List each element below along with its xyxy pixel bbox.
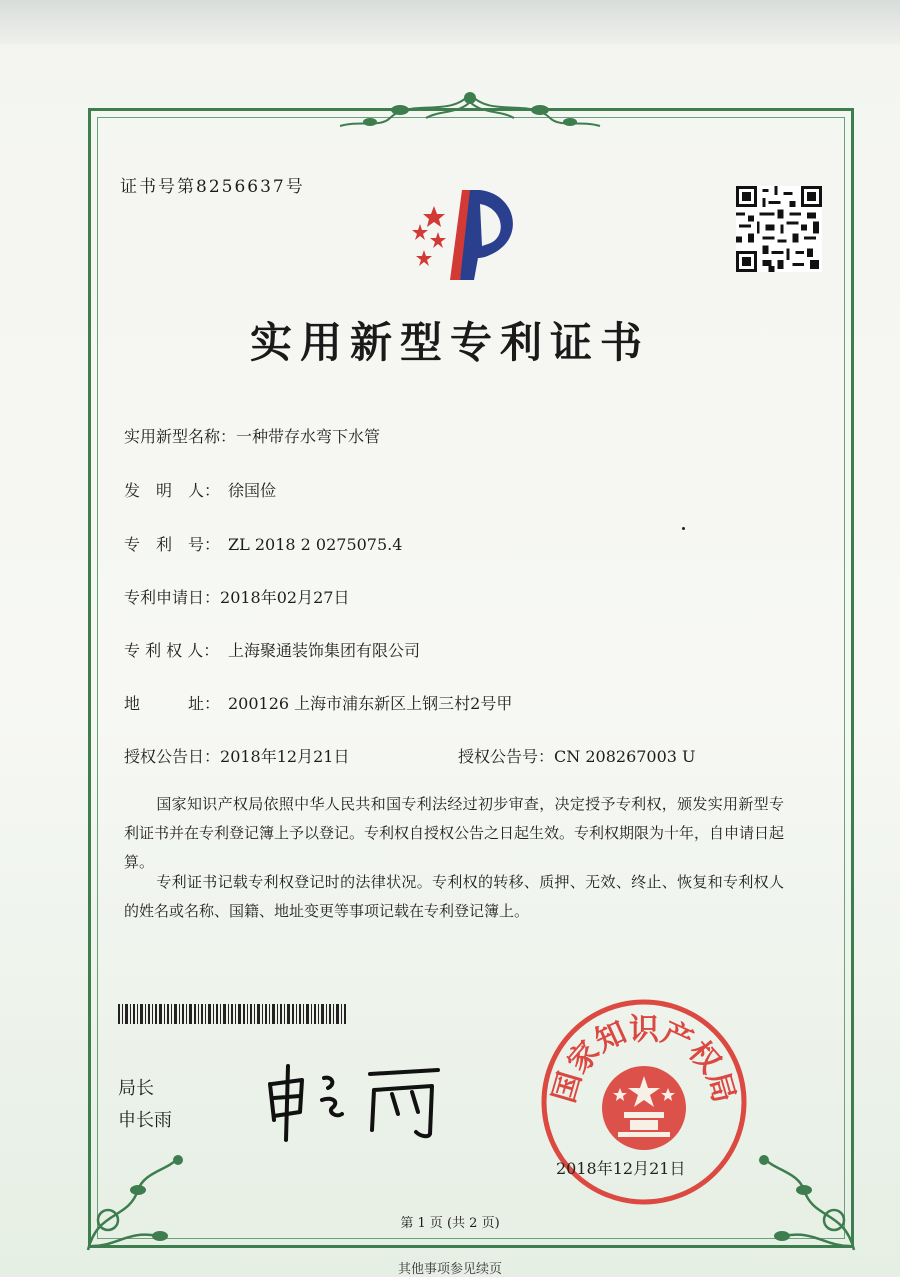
field-inventor bbox=[124, 478, 276, 501]
legal-status-text: 专利证书记载专利权登记时的法律状况。专利权的转移、质押、无效、终止、恢复和专利权人的姓名或名称、国籍、地址变更等事项记载在专利登记簿上。 bbox=[124, 873, 784, 920]
page-indicator: 第 1 页 (共 2 页) bbox=[400, 1216, 500, 1231]
certificate-number: 证书号第8256637号 bbox=[120, 177, 305, 197]
corner-ornament-left-icon bbox=[78, 1150, 198, 1260]
seal-text: 国家知识产权局 bbox=[546, 1012, 742, 1107]
field-patentee bbox=[124, 638, 420, 661]
field-value: 徐国俭 bbox=[228, 481, 277, 500]
continuation-note: 其他事项参见续页 bbox=[397, 1262, 502, 1277]
field-value: 2018年12月21日 bbox=[220, 747, 350, 766]
field-announcement-number bbox=[458, 744, 696, 767]
certificate-title: 实用新型专利证书 bbox=[249, 318, 650, 367]
field-label: 实用新型名称： bbox=[124, 427, 237, 446]
field-value: 200126 上海市浦东新区上钢三村2号甲 bbox=[228, 694, 513, 713]
field-address bbox=[124, 691, 512, 714]
field-grant-date bbox=[124, 744, 349, 767]
field-label: 地 址： bbox=[124, 694, 221, 713]
top-ornament-icon bbox=[330, 88, 610, 134]
seal-date: 2018年12月21日 bbox=[556, 1159, 686, 1178]
field-label: 专 利 号： bbox=[124, 535, 221, 554]
field-application-date bbox=[124, 585, 349, 608]
field-label: 专 利 权 人： bbox=[124, 641, 220, 660]
director-signature-icon bbox=[262, 1060, 462, 1142]
grant-statement bbox=[124, 790, 784, 877]
field-value: CN 208267003 U bbox=[554, 747, 696, 766]
qr-code-icon bbox=[736, 186, 822, 272]
field-value: 上海聚通装饰集团有限公司 bbox=[228, 641, 421, 660]
corner-ornament-right-icon bbox=[744, 1150, 864, 1260]
field-label: 专利申请日： bbox=[124, 588, 221, 607]
signer-name: 申长雨 bbox=[118, 1110, 172, 1131]
field-label: 授权公告日： bbox=[124, 747, 221, 766]
field-value: 一种带存水弯下水管 bbox=[236, 427, 381, 446]
signer-role: 局长 bbox=[118, 1078, 154, 1099]
barcode-icon bbox=[118, 1004, 348, 1024]
scan-speck bbox=[682, 527, 685, 530]
field-label: 发 明 人： bbox=[124, 481, 221, 500]
grant-statement-text: 国家知识产权局依照中华人民共和国专利法经过初步审查，决定授予专利权，颁发实用新型专利证书并在专利登记簿上予以登记。专利权自授权公告之日起生效。专利权期限为十年，自申请日起算。 bbox=[124, 795, 785, 871]
field-utility-name bbox=[124, 424, 380, 447]
field-label: 授权公告号： bbox=[458, 747, 555, 766]
scan-shadow bbox=[0, 0, 900, 44]
field-value: 2018年02月27日 bbox=[220, 588, 350, 607]
cnipa-logo-icon bbox=[404, 180, 538, 286]
field-value: ZL 2018 2 0275075.4 bbox=[228, 535, 403, 554]
legal-status-statement bbox=[124, 868, 784, 926]
field-patent-number bbox=[124, 532, 402, 555]
